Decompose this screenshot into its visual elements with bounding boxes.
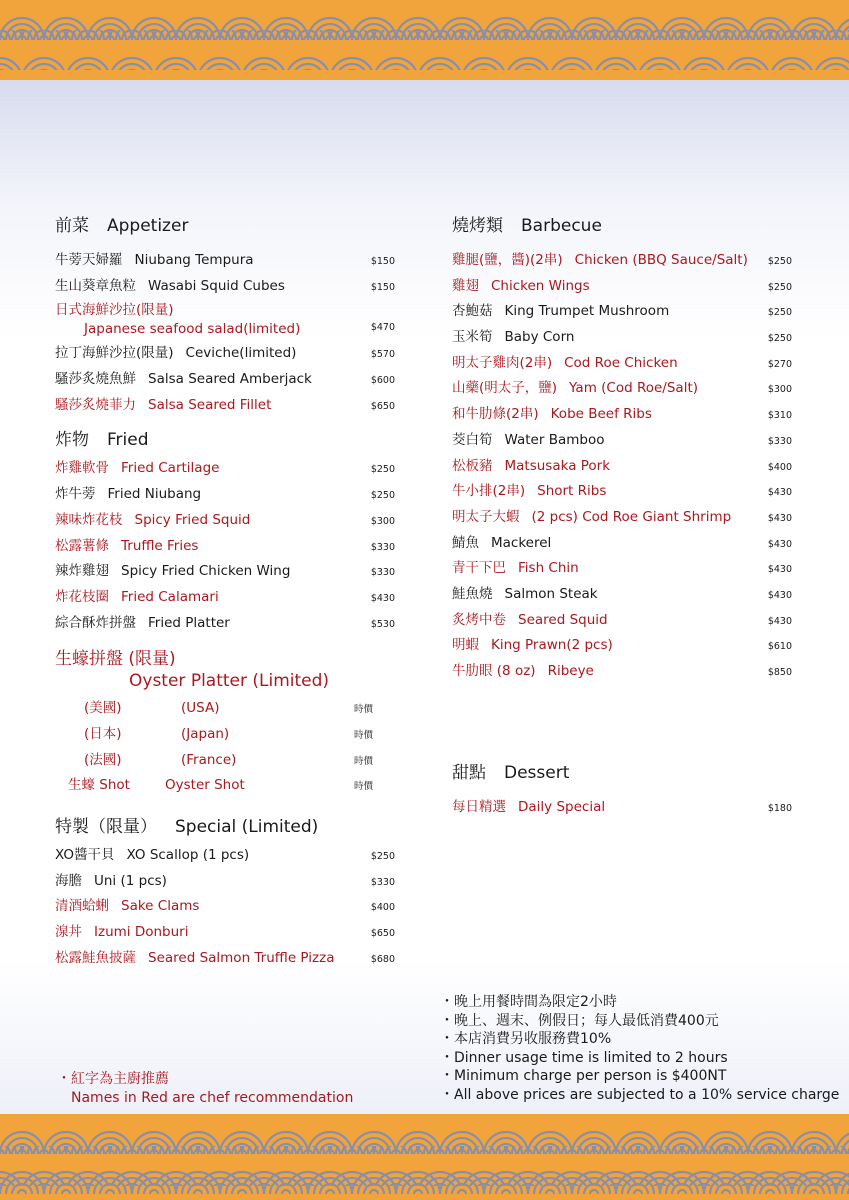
menu-item-row bbox=[452, 659, 792, 685]
menu-item-row bbox=[55, 869, 395, 895]
menu-item-name bbox=[55, 873, 167, 889]
item-name-zh: (日本) bbox=[84, 725, 122, 742]
item-name-en: Ceviche(limited) bbox=[185, 345, 297, 362]
note-line: ・Dinner usage time is limited to 2 hours bbox=[440, 1049, 728, 1066]
menu-item-row bbox=[452, 299, 792, 325]
menu-item-name bbox=[55, 847, 249, 863]
menu-item-row bbox=[452, 582, 792, 608]
menu-item-name bbox=[452, 303, 669, 319]
menu-item-row bbox=[55, 393, 395, 419]
menu-item-name bbox=[452, 380, 698, 396]
item-name-zh: 湶丼 bbox=[55, 924, 82, 941]
item-name-en: Salsa Seared Fillet bbox=[148, 396, 272, 413]
item-price: $330 bbox=[767, 435, 792, 447]
menu-item-row bbox=[55, 456, 395, 482]
menu-item-name bbox=[452, 637, 613, 653]
item-name-zh: 和牛肋條(2串) bbox=[452, 406, 539, 423]
item-name-en: Izumi Donburi bbox=[94, 924, 189, 941]
item-price: $430 bbox=[767, 538, 792, 550]
item-name-zh: 綜合酥炸拼盤 bbox=[55, 614, 136, 631]
barbecue-list bbox=[452, 248, 792, 685]
oyster-title: 生蠔拼盤 (限量) Oyster Platter (Limited) bbox=[55, 649, 330, 692]
menu-item-row bbox=[55, 508, 395, 534]
menu-item-row bbox=[452, 479, 792, 505]
item-price: $850 bbox=[767, 667, 792, 678]
menu-item-row bbox=[55, 559, 395, 585]
item-name-en: Salsa Seared Amberjack bbox=[148, 371, 312, 388]
item-name-zh: 松露鮭魚披薩 bbox=[55, 949, 136, 966]
item-name-zh: 山藥(明太子，鹽) bbox=[452, 380, 558, 397]
item-name-en: Baby Corn bbox=[504, 329, 575, 346]
item-name-zh: 青干下巴 bbox=[452, 560, 506, 577]
item-name-zh: 鯖魚 bbox=[452, 534, 479, 551]
item-price: $250 bbox=[370, 490, 395, 502]
item-price: 時價 bbox=[353, 755, 373, 767]
menu-item-row bbox=[452, 608, 792, 634]
menu-item-name bbox=[452, 329, 574, 345]
item-name-en: (Japan) bbox=[181, 725, 230, 742]
item-name-en: (USA) bbox=[181, 700, 220, 717]
chef-recommendation-note: ・紅字為主廚推薦 Names in Red are chef recommendation bbox=[57, 1071, 354, 1106]
fried-title: 炸物 Fried bbox=[55, 430, 149, 451]
item-price: $250 bbox=[370, 464, 395, 476]
menu-item-name bbox=[452, 278, 590, 294]
menu-item-name bbox=[452, 535, 551, 551]
item-price: $250 bbox=[767, 281, 792, 293]
item-name-en: Spicy Fried Chicken Wing bbox=[121, 563, 291, 580]
item-name-zh: XO醬干貝 bbox=[55, 847, 115, 863]
barbecue-title: 燒烤類 Barbecue bbox=[452, 216, 602, 236]
menu-item-row bbox=[55, 341, 395, 367]
right-column bbox=[452, 214, 792, 820]
fried-list bbox=[55, 456, 395, 636]
oyster-item-row bbox=[55, 722, 395, 748]
item-name-en: Sake Clams bbox=[121, 898, 200, 915]
appetizer-title: 前菜 Appetizer bbox=[55, 216, 189, 236]
menu-item-name bbox=[55, 302, 395, 339]
item-name-zh: 海膽 bbox=[55, 872, 82, 889]
item-price: $570 bbox=[370, 349, 395, 361]
item-name-zh: 牛蒡天婦羅 bbox=[55, 252, 123, 268]
item-price: $180 bbox=[767, 802, 792, 814]
menu-item-name bbox=[55, 950, 334, 966]
wave-pattern-bottom bbox=[0, 1114, 849, 1200]
item-price: $250 bbox=[370, 851, 395, 862]
item-name-zh: 炸牛蒡 bbox=[55, 486, 96, 503]
item-price: $430 bbox=[767, 487, 792, 499]
note-line: ・Minimum charge per person is $400NT bbox=[440, 1068, 727, 1084]
item-name-en: Fried Calamari bbox=[121, 588, 219, 605]
item-price: $270 bbox=[767, 358, 792, 370]
item-price: $650 bbox=[370, 928, 395, 940]
menu-item-name bbox=[452, 355, 678, 371]
item-name-en: XO Scallop (1 pcs) bbox=[126, 847, 250, 863]
item-name-en: Matsusaka Pork bbox=[504, 457, 611, 474]
item-name-en: Fried Platter bbox=[148, 614, 230, 631]
menu-item-row bbox=[55, 367, 395, 393]
item-name-zh: 玉米筍 bbox=[452, 329, 493, 346]
menu-item-name bbox=[55, 563, 290, 579]
dessert-list bbox=[452, 795, 792, 821]
menu-item-row bbox=[55, 299, 395, 341]
menu-item-name bbox=[452, 432, 604, 448]
item-name-zh: 辣炸雞翅 bbox=[55, 563, 109, 580]
menu-item-name bbox=[452, 799, 605, 815]
menu-item-name bbox=[452, 663, 594, 679]
item-name-zh: 拉丁海鮮沙拉(限量) bbox=[55, 345, 174, 362]
item-name-en: (France) bbox=[181, 751, 237, 768]
item-price: $430 bbox=[767, 564, 792, 576]
item-name-en: Daily Special bbox=[518, 798, 606, 815]
menu-item-row bbox=[55, 585, 395, 611]
item-name-zh: 雞腿(鹽，醬)(2串) bbox=[452, 252, 563, 268]
item-name-en: Spicy Fried Squid bbox=[134, 511, 251, 528]
oyster-item-row bbox=[55, 748, 395, 774]
menu-item-name bbox=[452, 483, 606, 499]
menu-item-row bbox=[55, 946, 395, 972]
dessert-title: 甜點 Dessert bbox=[452, 762, 570, 783]
note-line: ・All above prices are subjected to a 10% service charge bbox=[440, 1086, 840, 1103]
item-price: $300 bbox=[767, 384, 792, 396]
item-name-en: Water Bamboo bbox=[504, 431, 605, 448]
item-price: $600 bbox=[370, 375, 395, 387]
menu-item-row bbox=[55, 611, 395, 637]
item-name-zh: 辣味炸花枝 bbox=[55, 511, 123, 528]
item-price: 時價 bbox=[353, 704, 373, 716]
item-price: $430 bbox=[767, 615, 792, 627]
menu-item-row bbox=[452, 454, 792, 480]
item-price: $650 bbox=[370, 400, 395, 412]
note-line: ・晚上、週末、例假日；每人最低消費400元 bbox=[440, 1012, 719, 1029]
menu-item-row bbox=[452, 325, 792, 351]
item-price: $330 bbox=[370, 876, 395, 888]
item-name-en: Wasabi Squid Cubes bbox=[148, 277, 285, 294]
item-name-en: Fried Niubang bbox=[107, 486, 202, 503]
bottom-wave-border bbox=[0, 1114, 849, 1200]
item-name-zh: 雞翅 bbox=[452, 277, 479, 294]
menu-item-row bbox=[452, 402, 792, 428]
item-name-en: Kobe Beef Ribs bbox=[550, 406, 652, 423]
item-price: $470 bbox=[370, 322, 395, 334]
item-name-zh: (美國) bbox=[84, 700, 122, 717]
menu-item-row bbox=[55, 534, 395, 560]
note-line: ・晚上用餐時間為限定2小時 bbox=[440, 994, 617, 1010]
item-price: 時價 bbox=[353, 781, 373, 793]
item-name-en: Truffle Fries bbox=[121, 537, 199, 554]
item-name-zh: 炸花枝圈 bbox=[55, 588, 109, 605]
menu-item-name bbox=[452, 252, 748, 268]
item-price: $610 bbox=[767, 641, 792, 653]
item-name-zh: 鮭魚燒 bbox=[452, 585, 493, 602]
menu-item-row bbox=[452, 351, 792, 377]
item-name-en: Niubang Tempura bbox=[134, 252, 254, 268]
item-name-zh: 騷莎炙燒菲力 bbox=[55, 396, 136, 413]
menu-item-name bbox=[55, 371, 312, 387]
item-name-en: Fried Cartilage bbox=[121, 460, 220, 477]
item-name-en: Uni (1 pcs) bbox=[94, 872, 167, 889]
left-column bbox=[55, 214, 395, 971]
menu-item-name bbox=[452, 406, 652, 422]
item-name-en: Fish Chin bbox=[518, 560, 579, 577]
item-name-en: Oyster Shot bbox=[165, 777, 245, 794]
policy-notes bbox=[440, 993, 839, 1104]
item-name-en: Mackerel bbox=[491, 534, 552, 551]
oyster-item-row bbox=[55, 696, 395, 722]
item-name-zh: 牛小排(2串) bbox=[452, 483, 526, 500]
item-name-en: Chicken Wings bbox=[491, 277, 590, 294]
oyster-item-row bbox=[55, 773, 395, 799]
menu-item-name bbox=[55, 345, 296, 361]
item-price: $430 bbox=[767, 589, 792, 601]
menu-item-row bbox=[55, 920, 395, 946]
item-name-zh: 明太子雞肉(2串) bbox=[452, 354, 553, 371]
item-price: $250 bbox=[767, 307, 792, 319]
menu-item-row bbox=[452, 428, 792, 454]
item-price: $530 bbox=[370, 618, 395, 630]
item-name-zh: 杏鮑菇 bbox=[452, 303, 493, 320]
item-name-zh: 炙烤中卷 bbox=[452, 611, 506, 628]
item-name-zh: 每日精選 bbox=[452, 798, 506, 815]
menu-item-row bbox=[55, 248, 395, 274]
item-name-zh: 松板豬 bbox=[452, 457, 493, 474]
item-name-en: Cod Roe Chicken bbox=[564, 354, 678, 371]
item-name-zh: 清酒蛤蜊 bbox=[55, 898, 109, 915]
menu-item-row bbox=[452, 531, 792, 557]
menu-item-row bbox=[452, 376, 792, 402]
item-name-en: King Trumpet Mushroom bbox=[504, 303, 670, 320]
menu-item-name bbox=[452, 560, 579, 576]
item-price: $330 bbox=[370, 567, 395, 579]
item-price: $680 bbox=[370, 953, 395, 965]
item-name-en: Chicken (BBQ Sauce/Salt) bbox=[574, 252, 748, 268]
item-name-zh: 騷莎炙燒魚鮮 bbox=[55, 371, 136, 388]
item-name-en: Short Ribs bbox=[537, 483, 607, 500]
menu-item-name bbox=[55, 512, 250, 528]
item-name-zh: 炸雞軟骨 bbox=[55, 460, 109, 477]
menu-item-row bbox=[452, 274, 792, 300]
top-wave-border bbox=[0, 0, 849, 80]
menu-item-row bbox=[55, 843, 395, 869]
item-name-zh: 牛肋眼 (8 oz) bbox=[452, 663, 536, 679]
special-list bbox=[55, 843, 395, 971]
item-name-en: Japanese seafood salad(limited) bbox=[84, 321, 301, 338]
item-name-zh: 日式海鮮沙拉(限量) bbox=[55, 302, 174, 319]
item-price: $400 bbox=[767, 461, 792, 473]
menu-item-name bbox=[55, 589, 219, 605]
menu-item-name bbox=[55, 252, 254, 268]
menu-item-row bbox=[452, 248, 792, 274]
item-price: $300 bbox=[370, 515, 395, 527]
menu-item-name bbox=[55, 538, 198, 554]
menu-item-name bbox=[55, 898, 199, 914]
menu-item-name bbox=[55, 924, 188, 940]
menu-item-name bbox=[452, 509, 731, 525]
wave-pattern-top bbox=[0, 0, 849, 80]
item-name-en: Seared Salmon Truffle Pizza bbox=[148, 949, 335, 966]
appetizer-list bbox=[55, 248, 395, 418]
note-line: ・本店消費另收服務費10% bbox=[440, 1031, 612, 1047]
special-title: 特製（限量） Special (Limited) bbox=[55, 817, 319, 837]
item-price: $400 bbox=[370, 902, 395, 914]
menu-item-name bbox=[55, 615, 230, 631]
menu-item-row bbox=[55, 482, 395, 508]
item-price: 時價 bbox=[353, 729, 373, 741]
item-name-en: King Prawn(2 pcs) bbox=[491, 637, 613, 654]
item-name-zh: 明太子大蝦 bbox=[452, 508, 520, 525]
item-name-en: (2 pcs) Cod Roe Giant Shrimp bbox=[531, 508, 732, 525]
item-price: $250 bbox=[767, 256, 792, 267]
item-price: $150 bbox=[370, 281, 395, 293]
item-name-zh: 生山葵章魚粒 bbox=[55, 277, 136, 294]
menu-item-row bbox=[55, 274, 395, 300]
item-name-zh: 生蠔 Shot bbox=[68, 777, 130, 794]
item-price: $430 bbox=[767, 512, 792, 524]
menu-item-row bbox=[452, 505, 792, 531]
menu-item-name bbox=[452, 612, 608, 628]
item-price: $150 bbox=[370, 256, 395, 267]
menu-item-row bbox=[452, 633, 792, 659]
item-name-en: Yam (Cod Roe/Salt) bbox=[569, 380, 699, 397]
item-name-en: Seared Squid bbox=[518, 611, 608, 628]
item-name-zh: 松露薯條 bbox=[55, 537, 109, 554]
menu-item-name bbox=[55, 278, 285, 294]
menu-item-name bbox=[55, 460, 219, 476]
menu-item-row bbox=[452, 556, 792, 582]
item-name-en: Salmon Steak bbox=[504, 585, 598, 602]
menu-item-row bbox=[452, 795, 792, 821]
item-price: $430 bbox=[370, 592, 395, 604]
oyster-list bbox=[55, 696, 395, 799]
menu-item-name bbox=[452, 458, 610, 474]
item-price: $330 bbox=[370, 541, 395, 553]
menu-item-name bbox=[55, 397, 271, 413]
item-name-zh: (法國) bbox=[84, 751, 122, 768]
menu-item-name bbox=[55, 486, 201, 502]
item-name-en: Ribeye bbox=[547, 663, 594, 679]
item-price: $310 bbox=[767, 410, 792, 422]
item-name-zh: 茭白筍 bbox=[452, 431, 493, 448]
item-price: $250 bbox=[767, 333, 792, 345]
menu-item-row bbox=[55, 894, 395, 920]
menu-item-name bbox=[452, 586, 598, 602]
item-name-zh: 明蝦 bbox=[452, 637, 479, 654]
